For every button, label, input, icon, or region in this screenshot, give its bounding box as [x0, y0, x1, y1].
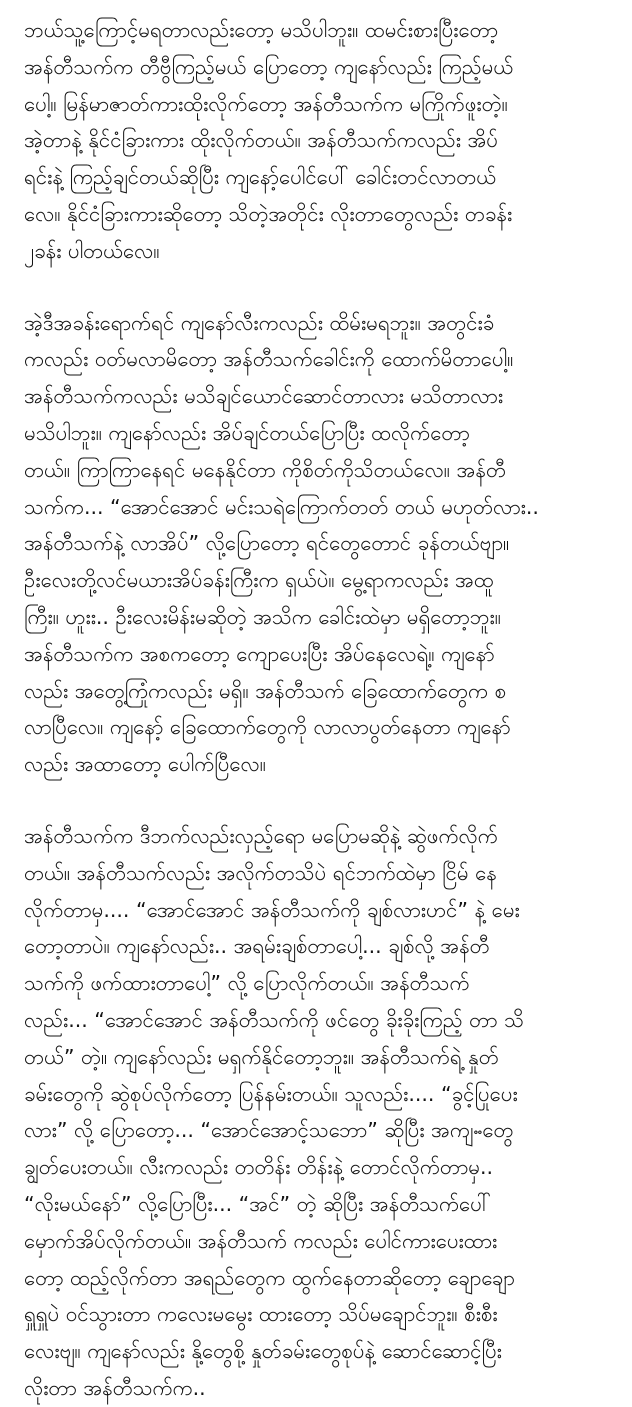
text-line: တယ်။ ကြာကြာနေရင် မနေနိုင်တာ ကိုစိတ်ကိုသိတယ်လေ။ အန်တီ: [24, 457, 506, 482]
text-line: တယ်။ အန်တီသက်လည်း အလိုက်တသိပဲ ရင်ဘက်ထဲမှာ ငြိမ် နေ: [24, 860, 497, 885]
paragraph-2: [24, 305, 610, 783]
text-line: အဲ့တာနဲ့ နိုင်ငံခြားကား ထိုးလိုက်တယ်။ အန်တီသက်ကလည်း အိပ်: [24, 128, 498, 153]
text-line: သက်က... “အောင်အောင် မင်းသရဲကြောက်တတ် တယ် မဟုတ်လား..: [24, 494, 539, 519]
text-line: လည်း အထာတော့ ပေါက်ပြီလေ။: [24, 752, 266, 777]
text-line: အန်တီသက်က အစကတော့ ကျောပေးပြီး အိပ်နေလေရဲ့။ ကျနော်: [24, 641, 495, 666]
paragraph-1: [24, 12, 610, 270]
text-line: အန်တီသက်နဲ့ လာအိပ်” လို့ပြောတော့ ရင်တွေတောင် ခုန်တယ်ဗျာ။: [24, 531, 510, 556]
text-line: သက်ကို ဖက်ထားတာပေါ့” လို့ ပြောလိုက်တယ်။ အန်တီသက်: [24, 971, 470, 996]
text-line: လိုးတာ အန်တီသက်က..: [24, 1375, 206, 1400]
text-line: ခမ်းတွေကို ဆွဲစုပ်လိုက်တော့ ပြန်နမ်းတယ်။ သူလည်း.... “ခွင့်ပြုပေး: [24, 1081, 518, 1106]
text-line: ကလည်း ဝတ်မလာမိတော့ အန်တီသက်ခေါင်းကို ထောက်မိတာပေါ့။: [24, 347, 514, 372]
text-line: ချွတ်ပေးတယ်။ လီးကလည်း တတိန်း တိန်းနဲ့ တောင်လိုက်တာမှ..: [24, 1155, 494, 1180]
text-line: ဦးလေးတို့လင်မယားအိပ်ခန်းကြီးက ရှယ်ပဲ။ မွေ့ရာကလည်း အထူ: [24, 568, 494, 593]
text-line: အန်တီသက်ကလည်း မသိချင်ယောင်ဆောင်တာလား မသိတာလား: [24, 384, 504, 409]
text-line: ပေါ့။ မြန်မာဇာတ်ကားထိုးလိုက်တော့ အန်တီသက်က မကြိုက်ဖူးတဲ့။: [24, 91, 508, 116]
text-line: ရင်းနဲ့ ကြည့်ချင်တယ်ဆိုပြီး ကျနော့်ပေါင်ပေါ် ခေါင်းတင်လာတယ်: [24, 165, 497, 190]
text-line: လိုက်တာမှ.... “အောင်အောင် အန်တီသက်ကို ချစ်လားဟင်” နဲ့ မေး: [24, 897, 520, 922]
text-line: ၂ခန်း ပါတယ်လေ။: [24, 238, 160, 263]
text-line: အန်တီသက်က တီဗွီကြည့်မယ် ပြောတော့ ကျနော်လည်း ကြည့်မယ်: [24, 54, 514, 79]
text-line: အဲ့ဒီအခန်းရောက်ရင် ကျနော်လီးကလည်း ထိမ်းမရဘူး။ အတွင်းခံ: [24, 310, 495, 335]
text-line: လာပြီလေ။ ကျနော့် ခြေထောက်တွေကို လာလာပွတ်နေတာ ကျနော်: [24, 715, 511, 740]
text-line: လေးဗျ။ ကျနော်လည်း နို့တွေစို့ နှုတ်ခမ်းတွေစုပ်နဲ့ ဆောင်ဆောင့်ပြီး: [24, 1339, 502, 1364]
text-line: လည်း အတွေ့ကြုံကလည်း မရှိ။ အန်တီသက် ခြေထောက်တွေက စ: [24, 678, 507, 703]
text-line: ဘယ်သူ့ကြောင့်မရတာလည်းတော့ မသိပါဘူး။ ထမင်းစားပြီးတော့: [24, 18, 499, 42]
paragraph-3: [24, 818, 610, 1407]
text-line: တော့ ထည့်လိုက်တာ အရည်တွေက ထွက်နေတာဆိုတော့ ချောချော: [24, 1265, 515, 1290]
text-line: တယ်” တဲ့။ ကျနော်လည်း မရှက်နိုင်တော့ဘူး။ အန်တီသက်ရဲ့ နှုတ်: [24, 1044, 499, 1069]
text-line: တော့တာပဲ။ ကျနော်လည်း.. အရမ်းချစ်တာပေါ့... ချစ်လို့ အန်တီ: [24, 934, 490, 959]
text-line: ရှူရှူပဲ ဝင်သွားတာ ကလေးမမွေး ထားတော့ သိပ်မချောင်ဘူး။ စီးစီး: [24, 1302, 498, 1327]
text-line: လေ။ နိုင်ငံခြားကားဆိုတော့ သိတဲ့အတိုင်း လိုးတာတွေလည်း တခန်း: [24, 201, 513, 226]
text-line: မှောက်အိပ်လိုက်တယ်။ အန်တီသက် ကလည်း ပေါင်ကားပေးထား: [24, 1228, 498, 1253]
text-line: ကြီး။ ဟူးး.. ဦးလေးမိန်းမဆိုတဲ့ အသိက ခေါင်းထဲမှာ မရှိတော့ဘူး။: [24, 604, 501, 629]
text-line: လား” လို့ ပြောတော့... “အောင်အောင့်သဘော” ဆိုပြီး အကျႌတွေ: [24, 1118, 514, 1143]
text-line: မသိပါဘူး။ ကျနော်လည်း အိပ်ချင်တယ်ပြောပြီး ထလိုက်တော့: [24, 420, 470, 445]
text-line: လည်း... “အောင်အောင် အန်တီသက်ကို ဖင်တွေ ခိုးခိုးကြည့် တာ သိ: [24, 1007, 524, 1032]
text-line: “လိုးမယ်နော်” လို့ပြောပြီး... “အင်” တဲ့ ဆိုပြီး အန်တီသက်ပေါ်: [24, 1191, 492, 1216]
text-line: အန်တီသက်က ဒီဘက်လည်းလှည့်ရော မပြောမဆိုနဲ့ ဆွဲဖက်လိုက်: [24, 823, 498, 848]
